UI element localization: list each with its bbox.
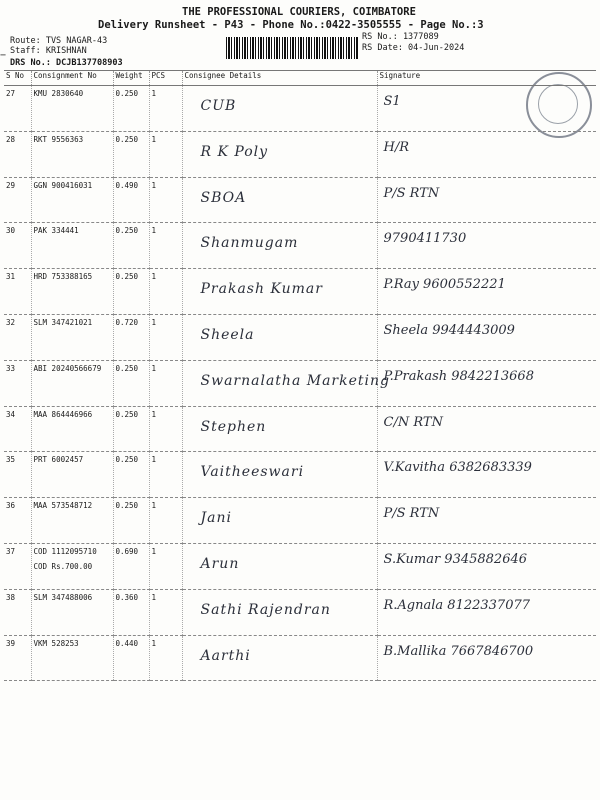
cell-consignee [182,223,377,269]
cell-consignee [182,589,377,635]
cell-signature [377,543,596,589]
cell-pcs: 1 [149,498,182,544]
cell-consignee [182,635,377,681]
cell-pcs: 1 [149,269,182,315]
col-consignee: Consignee Details [182,71,377,86]
cell-signature [377,177,596,223]
cell-consignment: MAA 864446966 [31,406,113,452]
cell-consignment: VKM 528253 [31,635,113,681]
table-row [4,635,596,681]
consignee-handwriting: Swarnalatha Marketing [200,372,390,389]
cell-weight: 0.250 [113,131,149,177]
consignee-handwriting: Sathi Rajendran [200,601,331,618]
col-signature: Signature [377,71,596,86]
table-row [4,360,596,406]
cell-signature [377,269,596,315]
consignee-handwriting: Stephen [200,418,267,435]
cell-consignment: RKT 9556363 [31,131,113,177]
table-row [4,406,596,452]
cell-signature [377,635,596,681]
signature-handwriting: 9790411730 [383,231,467,247]
cell-signature [377,360,596,406]
cell-consignee [182,86,377,132]
cell-sno: 33 [4,360,31,406]
cell-weight: 0.690 [113,543,149,589]
route-label: Route: TVS NAGAR-43 [10,36,108,46]
consignee-handwriting: Shanmugam [200,235,299,252]
drs-number: DRS No.: DCJB137708903 [10,58,123,68]
margin-mark: − [0,50,7,61]
rs-number: RS No.: 1377089 [362,32,439,42]
col-consignment: Consignment No [31,71,113,86]
cell-consignee [182,406,377,452]
cell-weight: 0.440 [113,635,149,681]
cell-signature [377,131,596,177]
table-row [4,177,596,223]
signature-handwriting: Sheela 9944443009 [383,322,515,338]
cell-sno: 35 [4,452,31,498]
cell-consignee [182,452,377,498]
consignment-number: COD 1112095710 [33,546,97,556]
signature-handwriting: S1 [383,94,401,109]
staff-label: Staff: KRISHNAN [10,46,87,56]
cell-pcs: 1 [149,314,182,360]
cell-consignment: MAA 573548712 [31,498,113,544]
cell-weight: 0.250 [113,406,149,452]
runsheet-table [4,70,596,681]
cell-consignment: SLM 347488006 [31,589,113,635]
col-weight: Weight [113,71,149,86]
consignee-handwriting: Aarthi [200,647,251,664]
cell-pcs: 1 [149,177,182,223]
signature-handwriting: R.Agnala 8122337077 [383,597,531,613]
cell-pcs: 1 [149,223,182,269]
cell-sno: 39 [4,635,31,681]
cell-sno: 28 [4,131,31,177]
cell-signature [377,223,596,269]
signature-handwriting: C/N RTN [383,414,443,430]
signature-handwriting: H/R [383,139,410,155]
signature-handwriting: P/S RTN [383,506,440,522]
cell-consignment: PRT 6002457 [31,452,113,498]
cell-consignee [182,543,377,589]
cell-sno: 30 [4,223,31,269]
cell-weight: 0.250 [113,360,149,406]
table-header-row [4,71,596,86]
cell-pcs: 1 [149,452,182,498]
cell-weight: 0.250 [113,498,149,544]
cell-signature [377,406,596,452]
cell-pcs: 1 [149,635,182,681]
cell-sno: 32 [4,314,31,360]
cell-sno: 38 [4,589,31,635]
consignee-handwriting: Sheela [200,326,255,343]
cell-consignee [182,360,390,406]
cell-sno: 37 [4,543,31,589]
consignee-handwriting: R K Poly [200,143,269,160]
cell-signature [377,498,596,544]
cod-amount: COD Rs.700.00 [33,561,93,571]
cell-sno: 29 [4,177,31,223]
consignee-handwriting: CUB [200,98,237,114]
cell-weight: 0.490 [113,177,149,223]
cell-consignment: PAK 334441 [31,223,113,269]
rs-date: RS Date: 04-Jun-2024 [362,43,465,53]
cell-signature [377,314,596,360]
cell-consignment: HRD 753388165 [31,269,113,315]
cell-consignee [182,131,377,177]
cell-signature [377,589,596,635]
cell-sno: 36 [4,498,31,544]
company-name: THE PROFESSIONAL COURIERS, COIMBATORE [182,6,416,18]
cell-pcs: 1 [149,589,182,635]
col-sno: S No [4,71,31,86]
table-row [4,543,596,589]
cell-consignee [182,177,377,223]
cell-signature [377,452,596,498]
cell-signature [377,86,596,132]
table-row [4,498,596,544]
cell-consignment: SLM 347421021 [31,314,113,360]
cell-weight: 0.250 [113,223,149,269]
consignee-handwriting: Prakash Kumar [200,281,323,298]
cell-pcs: 1 [149,543,182,589]
signature-handwriting: P.Prakash 9842213668 [383,368,534,384]
cell-consignment: KMU 2830640 [31,86,113,132]
consignee-handwriting: Jani [200,510,232,527]
cell-consignment: ABI 20240566679 [31,360,113,406]
table-row [4,589,596,635]
cell-weight: 0.250 [113,269,149,315]
cell-pcs: 1 [149,406,182,452]
table-row [4,452,596,498]
consignee-handwriting: Arun [200,555,240,572]
table-row [4,131,596,177]
cell-pcs: 1 [149,86,182,132]
table-row [4,223,596,269]
signature-handwriting: V.Kavitha 6382683339 [383,460,532,476]
cell-consignee [182,498,377,544]
signature-handwriting: P.Ray 9600552221 [383,277,506,293]
cell-consignee [182,314,377,360]
cell-sno: 27 [4,86,31,132]
cell-sno: 31 [4,269,31,315]
cell-weight: 0.250 [113,452,149,498]
cell-weight: 0.250 [113,86,149,132]
cell-consignment [31,543,113,589]
cell-weight: 0.720 [113,314,149,360]
barcode [226,37,358,59]
signature-handwriting: P/S RTN [383,185,440,201]
runsheet-title: Delivery Runsheet - P43 - Phone No.:0422-3505555 - Page No.:3 [98,19,484,31]
signature-handwriting: B.Mallika 7667846700 [383,643,534,659]
table-row [4,269,596,315]
signature-handwriting: S.Kumar 9345882646 [383,551,528,567]
cell-consignee [182,269,377,315]
cell-weight: 0.360 [113,589,149,635]
table-row [4,86,596,132]
col-pcs: PCS [149,71,182,86]
cell-pcs: 1 [149,360,182,406]
consignee-handwriting: Vaitheeswari [200,464,305,481]
cell-pcs: 1 [149,131,182,177]
table-row [4,314,596,360]
cell-consignment: GGN 900416031 [31,177,113,223]
cell-sno: 34 [4,406,31,452]
consignee-handwriting: SBOA [200,189,247,206]
